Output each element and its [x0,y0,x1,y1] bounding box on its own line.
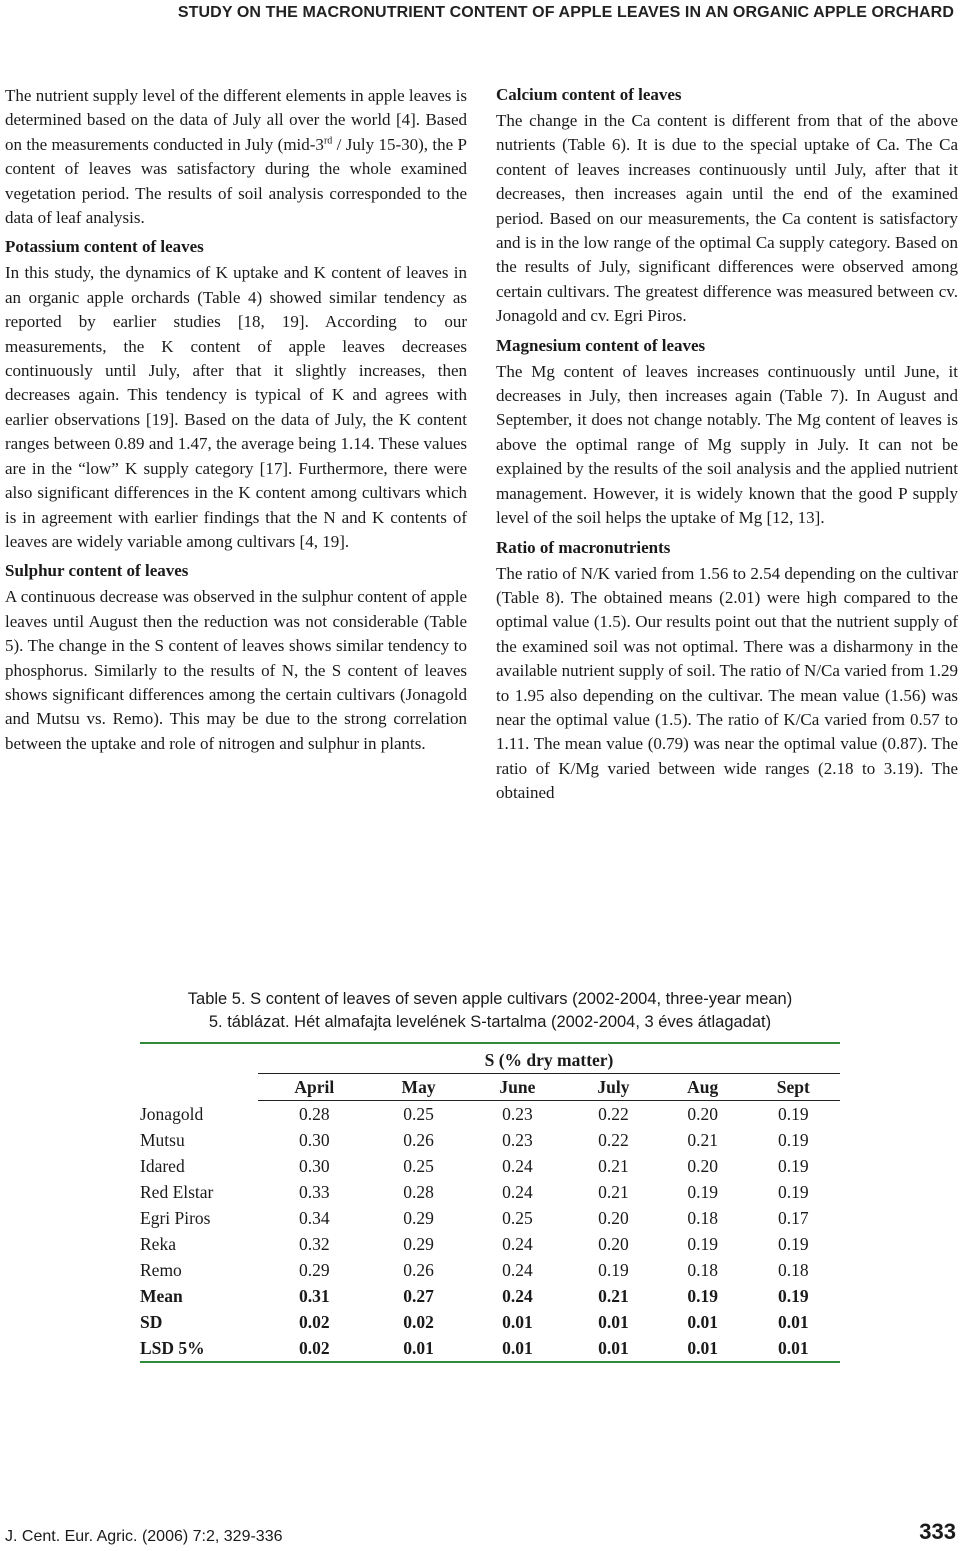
value-cell: 0.19 [778,1234,809,1254]
column-header: May [371,1074,467,1101]
value-cell: 0.01 [502,1312,533,1332]
cultivar-name: LSD 5% [140,1335,258,1362]
cultivar-name: SD [140,1312,163,1332]
value-cell: 0.21 [598,1182,629,1202]
value-cell: 0.01 [371,1335,467,1362]
table-caption-english: Table 5. S content of leaves of seven apple cultivars (2002-2004, three-year mean) [187,990,793,1008]
column-header: April [258,1074,371,1101]
value-cell: 0.31 [298,1286,330,1306]
intro-text-a: The nutrient supply level of the different elements in apple leaves is determined based on the data of July all over the world [4]. Based on the measurements conducted in July (mid-3 [5,86,467,154]
value-cell: 0.25 [403,1104,434,1124]
table-row [140,1127,840,1153]
value-cell: 0.21 [598,1156,629,1176]
value-cell: 0.19 [687,1234,719,1254]
cultivar-name: Red Elstar [140,1182,214,1202]
cultivar-name: Mutsu [140,1130,185,1150]
table-row [140,1179,840,1205]
value-cell: 0.01 [467,1335,569,1362]
value-cell: 0.21 [598,1286,629,1306]
cultivar-name: Reka [140,1234,176,1254]
sulphur-heading: Sulphur content of leaves [5,561,189,581]
value-cell: 0.18 [687,1260,719,1280]
value-cell: 0.19 [778,1182,809,1202]
value-cell: 0.22 [598,1130,629,1150]
value-cell: 0.24 [502,1182,533,1202]
value-cell: 0.02 [258,1335,371,1362]
value-cell: 0.29 [298,1260,330,1280]
value-cell: 0.02 [403,1312,434,1332]
value-cell: 0.19 [598,1260,629,1280]
value-cell: 0.19 [687,1182,719,1202]
value-cell: 0.26 [403,1130,434,1150]
table-row [140,1101,840,1128]
cultivar-name: Remo [140,1260,182,1280]
value-cell: 0.20 [687,1156,719,1176]
value-cell: 0.29 [403,1208,434,1228]
column-header: July [568,1074,659,1101]
column-header: Sept [747,1074,840,1101]
value-cell: 0.20 [598,1208,629,1228]
value-cell: 0.28 [403,1182,434,1202]
ratio-paragraph: The ratio of N/K varied from 1.56 to 2.54 depending on the cultivar (Table 8). The obtained means (2.01) were high compared to the optimal value (1.5). Our results point out that the nutrient supply of the examined soil was not optimal. There was a disharmony in the available nutrient supply of soil. The ratio of N/Ca varied from 1.29 to 1.95 also depending on the cultivar. The mean value (1.56) was near the optimal value (1.5). The ratio of K/Ca varied from 0.57 to 1.11. The mean value (0.79) was near the optimal value (0.87). The ratio of K/Mg varied between wide ranges (2.18 to 3.19). The obtained [496,563,958,803]
potassium-heading: Potassium content of leaves [5,237,204,257]
cultivar-name: Idared [140,1156,185,1176]
cultivar-name: Egri Piros [140,1208,211,1228]
value-cell: 0.19 [778,1286,809,1306]
calcium-paragraph: The change in the Ca content is different from that of the above nutrients (Table 6). It is due to the special uptake of Ca. The Ca content of leaves increases continuously until July, after that it decreases, then increases again until the end of the examined period. Based on our measurements, the Ca content is satisfactory and is in the low range of the optimal Ca supply category. Based on the results of July, significant differences were observed among certain cultivars. The greatest difference was measured between cv. Jonagold and cv. Egri Piros. [496,111,958,326]
value-cell: 0.24 [502,1260,533,1280]
value-cell: 0.01 [598,1312,629,1332]
table-row [140,1335,840,1362]
ratio-heading: Ratio of macronutrients [496,537,671,557]
value-cell: 0.02 [298,1312,330,1332]
value-cell: 0.32 [298,1234,330,1254]
table-row [140,1283,840,1309]
potassium-paragraph: In this study, the dynamics of K uptake and K content of leaves in an organic apple orchards (Table 4) showed similar tendency as reported by earlier studies [18, 19]. According to our measurements, the K content of apple leaves decreases continuously until July, after that it slightly increases, then decreases again. This tendency is typical of K and agrees with earlier observations [19]. Based on the data of July, the K content ranges between 0.89 and 1.47, the average being 1.14. These values are in the “low” K supply category [17]. Furthermore, there were also significant differences in the K content among cultivars which is in agreement with earlier findings that the N and K contents of leaves are widely variable among cultivars [4, 19]. [5,263,467,551]
value-cell: 0.33 [298,1182,330,1202]
cultivar-name: Mean [140,1286,183,1306]
value-cell: 0.18 [687,1208,719,1228]
intro-paragraph [5,84,467,230]
value-cell: 0.27 [403,1286,434,1306]
value-cell: 0.34 [298,1208,330,1228]
value-cell: 0.21 [687,1130,719,1150]
value-cell: 0.24 [502,1234,533,1254]
value-cell: 0.23 [502,1130,533,1150]
intro-text-b: / July 15-30), the P content of leaves was satisfactory during the whole examined vegetation period. The results of soil analysis corresponded to the data of leaf analysis. [5,134,467,228]
value-cell: 0.01 [659,1335,747,1362]
value-cell: 0.19 [778,1104,809,1124]
value-cell: 0.19 [778,1130,809,1150]
value-cell: 0.19 [778,1156,809,1176]
value-cell: 0.19 [687,1286,719,1306]
value-cell: 0.25 [403,1156,434,1176]
table-row [140,1153,840,1179]
table-row [140,1257,840,1283]
value-cell: 0.24 [502,1156,533,1176]
table-row [140,1205,840,1231]
table-5 [140,988,840,1363]
calcium-heading: Calcium content of leaves [496,85,682,104]
s-content-table [140,1042,840,1363]
page-number: 333 [919,1519,956,1544]
column-header: June [467,1074,569,1101]
value-cell: 0.29 [403,1234,434,1254]
value-cell: 0.20 [687,1104,719,1124]
table-row [140,1231,840,1257]
value-cell: 0.01 [568,1335,659,1362]
running-title: STUDY ON THE MACRONUTRIENT CONTENT OF APPLE LEAVES IN AN ORGANIC APPLE ORCHARD [177,4,954,21]
value-cell: 0.01 [747,1335,840,1362]
value-cell: 0.30 [298,1130,330,1150]
value-cell: 0.24 [502,1286,533,1306]
table-row [140,1309,840,1335]
value-cell: 0.17 [778,1208,809,1228]
sulphur-paragraph: A continuous decrease was observed in the sulphur content of apple leaves until August then the reduction was not considerable (Table 5). The change in the S content of leaves shows similar tendency to phosphorus. Similarly to the results of N, the S content of leaves shows significant differences among the certain cultivars (Jonagold and Mutsu vs. Remo). This may be due to the strong correlation between the uptake and role of nitrogen and sulphur in plants. [5,587,467,753]
column-header: Aug [659,1074,747,1101]
value-cell: 0.18 [778,1260,809,1280]
table-caption-hungarian: 5. táblázat. Hét almafajta levelének S-tartalma (2002-2004, 3 éves átlagadat) [208,1013,772,1031]
value-cell: 0.25 [502,1208,533,1228]
value-cell: 0.28 [298,1104,330,1124]
value-cell: 0.01 [778,1312,809,1332]
value-cell: 0.01 [687,1312,719,1332]
right-column [496,84,958,806]
cultivar-name: Jonagold [140,1103,204,1124]
magnesium-paragraph: The Mg content of leaves increases continuously until June, it decreases in July, then increases again (Table 7). In August and September, it does not change notably. The Mg content of leaves is above the optimal range of Mg supply in July. It can not be explained by the results of the soil analysis and the applied nutrient management. However, it is widely known that the good P supply level of the soil helps the uptake of Mg [12, 13]. [496,361,958,528]
value-cell: 0.26 [403,1260,434,1280]
value-cell: 0.23 [502,1104,533,1124]
journal-citation: J. Cent. Eur. Agric. (2006) 7:2, 329-336 [5,1528,283,1545]
value-cell: 0.30 [298,1156,330,1176]
left-column [5,84,467,756]
value-cell: 0.20 [598,1234,629,1254]
intro-superscript: rd [323,135,333,147]
value-cell: 0.22 [598,1104,629,1124]
magnesium-heading: Magnesium content of leaves [496,335,706,355]
group-header: S (% dry matter) [258,1044,840,1074]
